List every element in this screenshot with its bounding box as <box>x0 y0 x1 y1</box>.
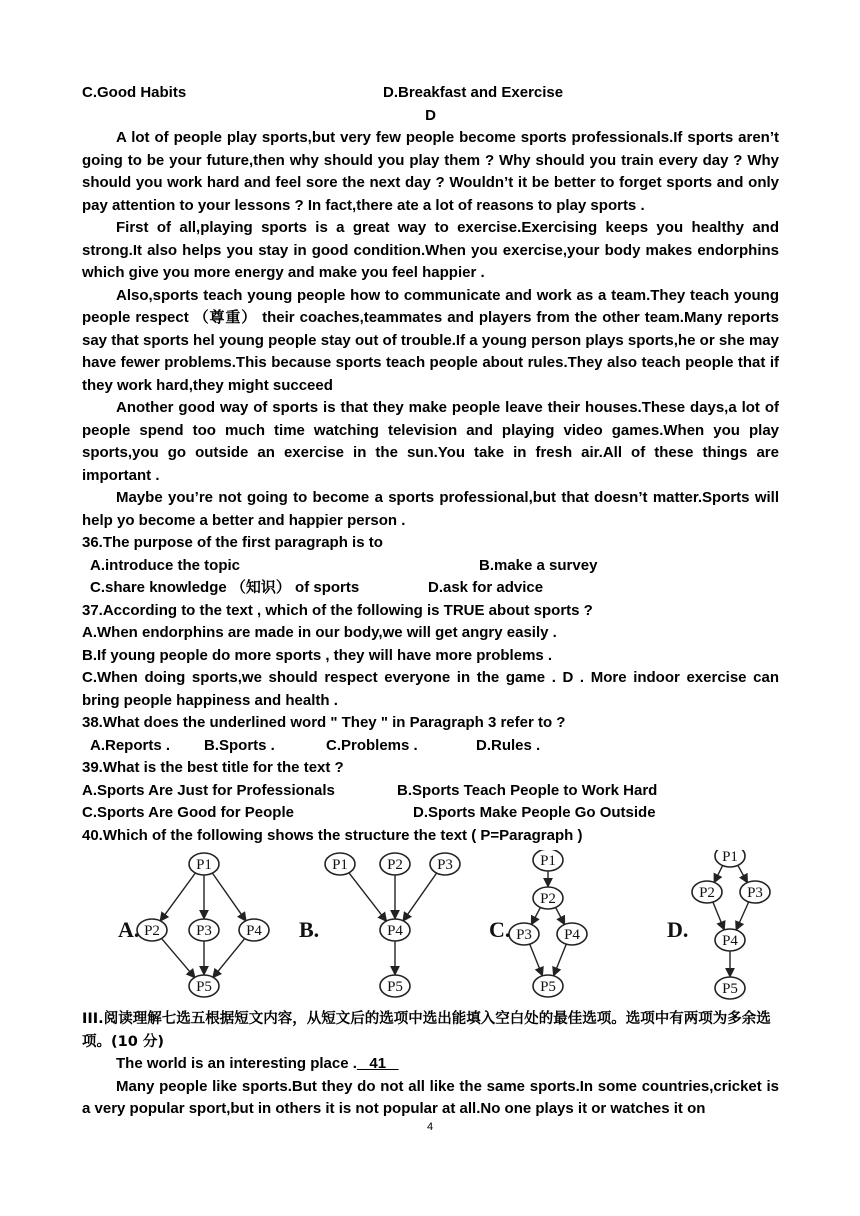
q38-stem: 38.What does the underlined word " They " in Paragraph 3 refer to ? <box>82 714 566 731</box>
q36-options-row2 <box>82 577 779 600</box>
q39-option-d: D.Sports Make People Go Outside <box>413 804 656 821</box>
edge-P3-P5 <box>530 944 543 976</box>
node-p3-label: P3 <box>437 857 453 873</box>
diagram-option-label: B. <box>299 917 320 942</box>
edge-P2-P5 <box>161 938 195 977</box>
edge-P1-P2 <box>160 873 195 921</box>
q39-option-a: A.Sports Are Just for Professionals <box>82 781 335 799</box>
passage-paragraph-3: Also,sports teach young people how to communicate and work as a team.They teach young people respect （尊重） their coaches,teammates and players from the other team.Many reports say that sports hel young people stay out of trouble.If a young person plays sports,he or she may have fewer problems.This because sports teach people about rules.They also teach people that if they work hard,they might succeed <box>82 286 779 394</box>
q37-option-a: A.When endorphins are made in our body,we will get angry easily . <box>82 624 557 641</box>
edge-P3-P4 <box>403 873 437 921</box>
edge-P2-P4 <box>713 902 724 930</box>
node-p1-label: P1 <box>196 857 212 873</box>
prev-question-options <box>82 82 779 105</box>
q37-stem: 37.According to the text , which of the following is TRUE about sports ? <box>82 601 593 619</box>
worksheet-page <box>82 82 779 1121</box>
q36-options-row1 <box>82 555 779 578</box>
diagram-option-label: D. <box>667 917 689 942</box>
passage-paragraph-1: A lot of people play sports,but very few people become sports professionals.If sports aren’t going to be your future,then why should you play them ? Why should you train every day ? Why should you work hard and feel sore the next day ? Wouldn’t it be better to forget sports and only pay attention to your lessons ? In fact,there ate a lot of reasons to play sports . <box>82 129 779 214</box>
edge-P1-P3 <box>738 865 748 882</box>
page-number: 4 <box>426 1121 434 1133</box>
q38-option-c: C.Problems . <box>326 736 418 754</box>
passage-paragraph-2: First of all,playing sports is a great way to exercise.Exercising keeps you healthy and strong.It also helps you stay in good condition.When you exercise,your body makes endorphins which give you more energy and make you feel happier . <box>82 219 779 281</box>
edge-P1-P4 <box>349 872 387 921</box>
section3-line1 <box>82 1053 779 1076</box>
edge-P4-P5 <box>213 938 245 977</box>
node-p4-label: P4 <box>387 923 403 939</box>
q39-stem: 39.What is the best title for the text ? <box>82 759 344 776</box>
q39-option-b: B.Sports Teach People to Work Hard <box>397 781 658 799</box>
node-p3-label: P3 <box>516 927 532 943</box>
q38-option-a: A.Reports . <box>90 736 171 754</box>
option-c: C.Good Habits <box>82 84 187 101</box>
node-p5-label: P5 <box>722 981 738 997</box>
diagram-option-c <box>489 850 587 997</box>
node-p3-label: P3 <box>196 923 212 939</box>
q38-option-d: D.Rules . <box>476 736 541 754</box>
diagram-option-d <box>667 850 770 999</box>
blank-41: 41 <box>356 1055 399 1072</box>
structure-diagrams <box>82 850 779 1000</box>
node-p5-label: P5 <box>387 979 403 995</box>
edge-P2-P4 <box>555 907 564 924</box>
passage-paragraph-5: Maybe you’re not going to become a sports professional,but that doesn’t matter.Sports will help yo become a better and happier person . <box>82 489 779 529</box>
node-p4-label: P4 <box>564 927 580 943</box>
option-d: D.Breakfast and Exercise <box>383 84 564 101</box>
section3-line1-text: The world is an interesting place . <box>116 1055 357 1072</box>
node-p5-label: P5 <box>540 979 556 995</box>
q39-option-c: C.Sports Are Good for People <box>82 804 294 821</box>
section3-paragraph: Many people like sports.But they do not all like the same sports.In some countries,cricket is a very popular sport,but in others it is not popular at all.No one plays it or watches it on <box>82 1077 779 1117</box>
diagram-option-b <box>299 853 460 997</box>
node-p2-label: P2 <box>699 885 715 901</box>
edge-P1-P4 <box>212 873 246 921</box>
node-p4-label: P4 <box>722 933 738 949</box>
q38-option-b: B.Sports . <box>204 736 275 754</box>
section3-heading: III.阅读理解七选五根据短文内容，从短文后的选项中选出能填入空白处的最佳选项。选项中有两项为多余选项。(10 分) <box>82 1011 771 1050</box>
node-p1-label: P1 <box>332 857 348 873</box>
q36-option-c: C.share knowledge （知识） of sports <box>90 579 360 596</box>
passage-paragraph-4: Another good way of sports is that they make people leave their houses.These days,a lot of people spend too much time watching television and playing video games.When you play sports,you go outside an exercise in the sun.You take in fresh air.All of these things are important . <box>82 399 779 484</box>
node-p3-label: P3 <box>747 885 763 901</box>
node-p4-label: P4 <box>246 923 262 939</box>
edge-P2-P3 <box>531 907 540 924</box>
node-p5-label: P5 <box>196 979 212 995</box>
q37-option-b: B.If young people do more sports , they will have more problems . <box>82 646 553 664</box>
diagram-option-a <box>118 853 269 997</box>
q39-options-row1 <box>82 780 779 803</box>
node-p2-label: P2 <box>387 857 403 873</box>
q36-stem: 36.The purpose of the first paragraph is to <box>82 534 383 551</box>
q36-option-a: A.introduce the topic <box>90 556 240 574</box>
node-p2-label: P2 <box>540 891 556 907</box>
edge-P4-P5 <box>554 944 567 976</box>
q40-stem: 40.Which of the following shows the structure the text ( P=Paragraph ) <box>82 826 583 844</box>
structure-diagrams-svg <box>82 850 779 1000</box>
section-letter: D <box>425 106 436 124</box>
edge-P1-P2 <box>714 865 722 882</box>
diagram-option-label: C. <box>489 917 511 942</box>
q36-option-b: B.make a survey <box>479 556 598 574</box>
q38-options <box>82 735 779 758</box>
diagram-option-label: A. <box>118 917 140 942</box>
node-p1-label: P1 <box>540 853 556 869</box>
q36-option-d: D.ask for advice <box>428 579 544 596</box>
edge-P3-P4 <box>736 902 749 930</box>
node-p1-label: P1 <box>722 850 738 865</box>
q39-options-row2 <box>82 802 779 825</box>
q37-option-cd: C.When doing sports,we should respect everyone in the game . D . More indoor exercise can bring people happiness and health . <box>82 669 779 709</box>
node-p2-label: P2 <box>144 923 160 939</box>
